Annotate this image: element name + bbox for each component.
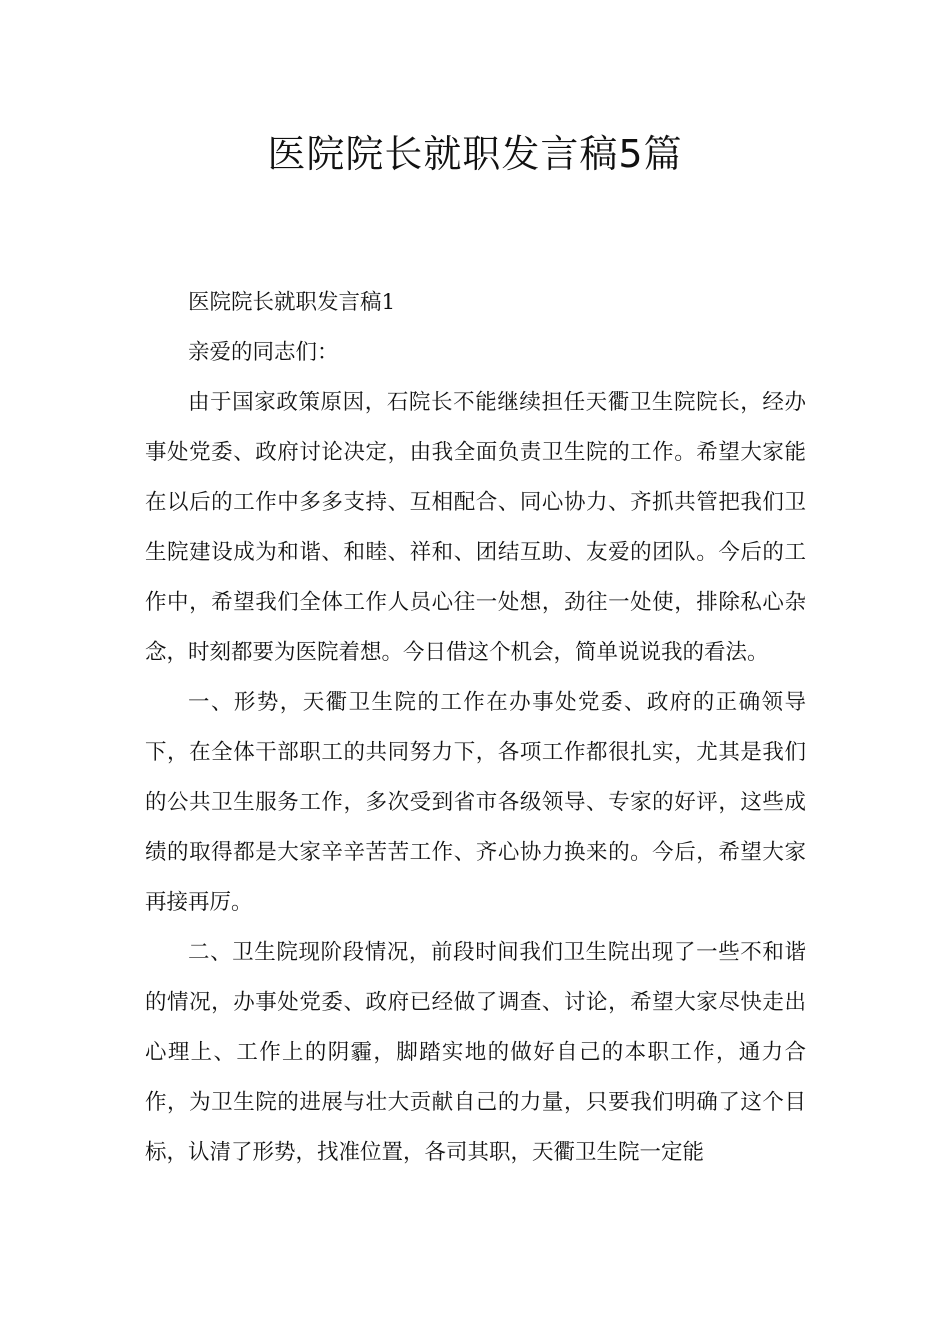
salutation: 亲爱的同志们：: [188, 340, 339, 365]
paragraph-situation: 一、形势，天衢卫生院的工作在办事处党委、政府的正确领导下，在全体干部职工的共同努力下，各项工作都很扎实，尤其是我们的公共卫生服务工作，多次受到省市各级领导、专家的好评，这些成绩的取得都是大家辛辛苦苦工作、齐心协力换来的。今后，希望大家再接再厉。: [145, 690, 806, 915]
speech-heading: 医院院长就职发言稿1: [188, 290, 396, 315]
document-body: [145, 278, 806, 1178]
paragraph-intro: 由于国家政策原因，石院长不能继续担任天衢卫生院院长，经办事处党委、政府讨论决定，由我全面负责卫生院的工作。希望大家能在以后的工作中多多支持、互相配合、同心协力、齐抓共管把我们卫生院建设成为和谐、和睦、祥和、团结互助、友爱的团队。今后的工作中，希望我们全体工作人员心往一处想，劲往一处使，排除私心杂念，时刻都要为医院着想。今日借这个机会，简单说说我的看法。: [145, 390, 806, 665]
document-title: 医院院长就职发言稿5篇: [267, 132, 683, 176]
paragraph-current-stage: 二、卫生院现阶段情况，前段时间我们卫生院出现了一些不和谐的情况，办事处党委、政府已经做了调查、讨论，希望大家尽快走出心理上、工作上的阴霾，脚踏实地的做好自己的本职工作，通力合作，为卫生院的进展与壮大贡献自己的力量，只要我们明确了这个目标，认清了形势，找准位置，各司其职，天衢卫生院一定能: [145, 940, 806, 1165]
